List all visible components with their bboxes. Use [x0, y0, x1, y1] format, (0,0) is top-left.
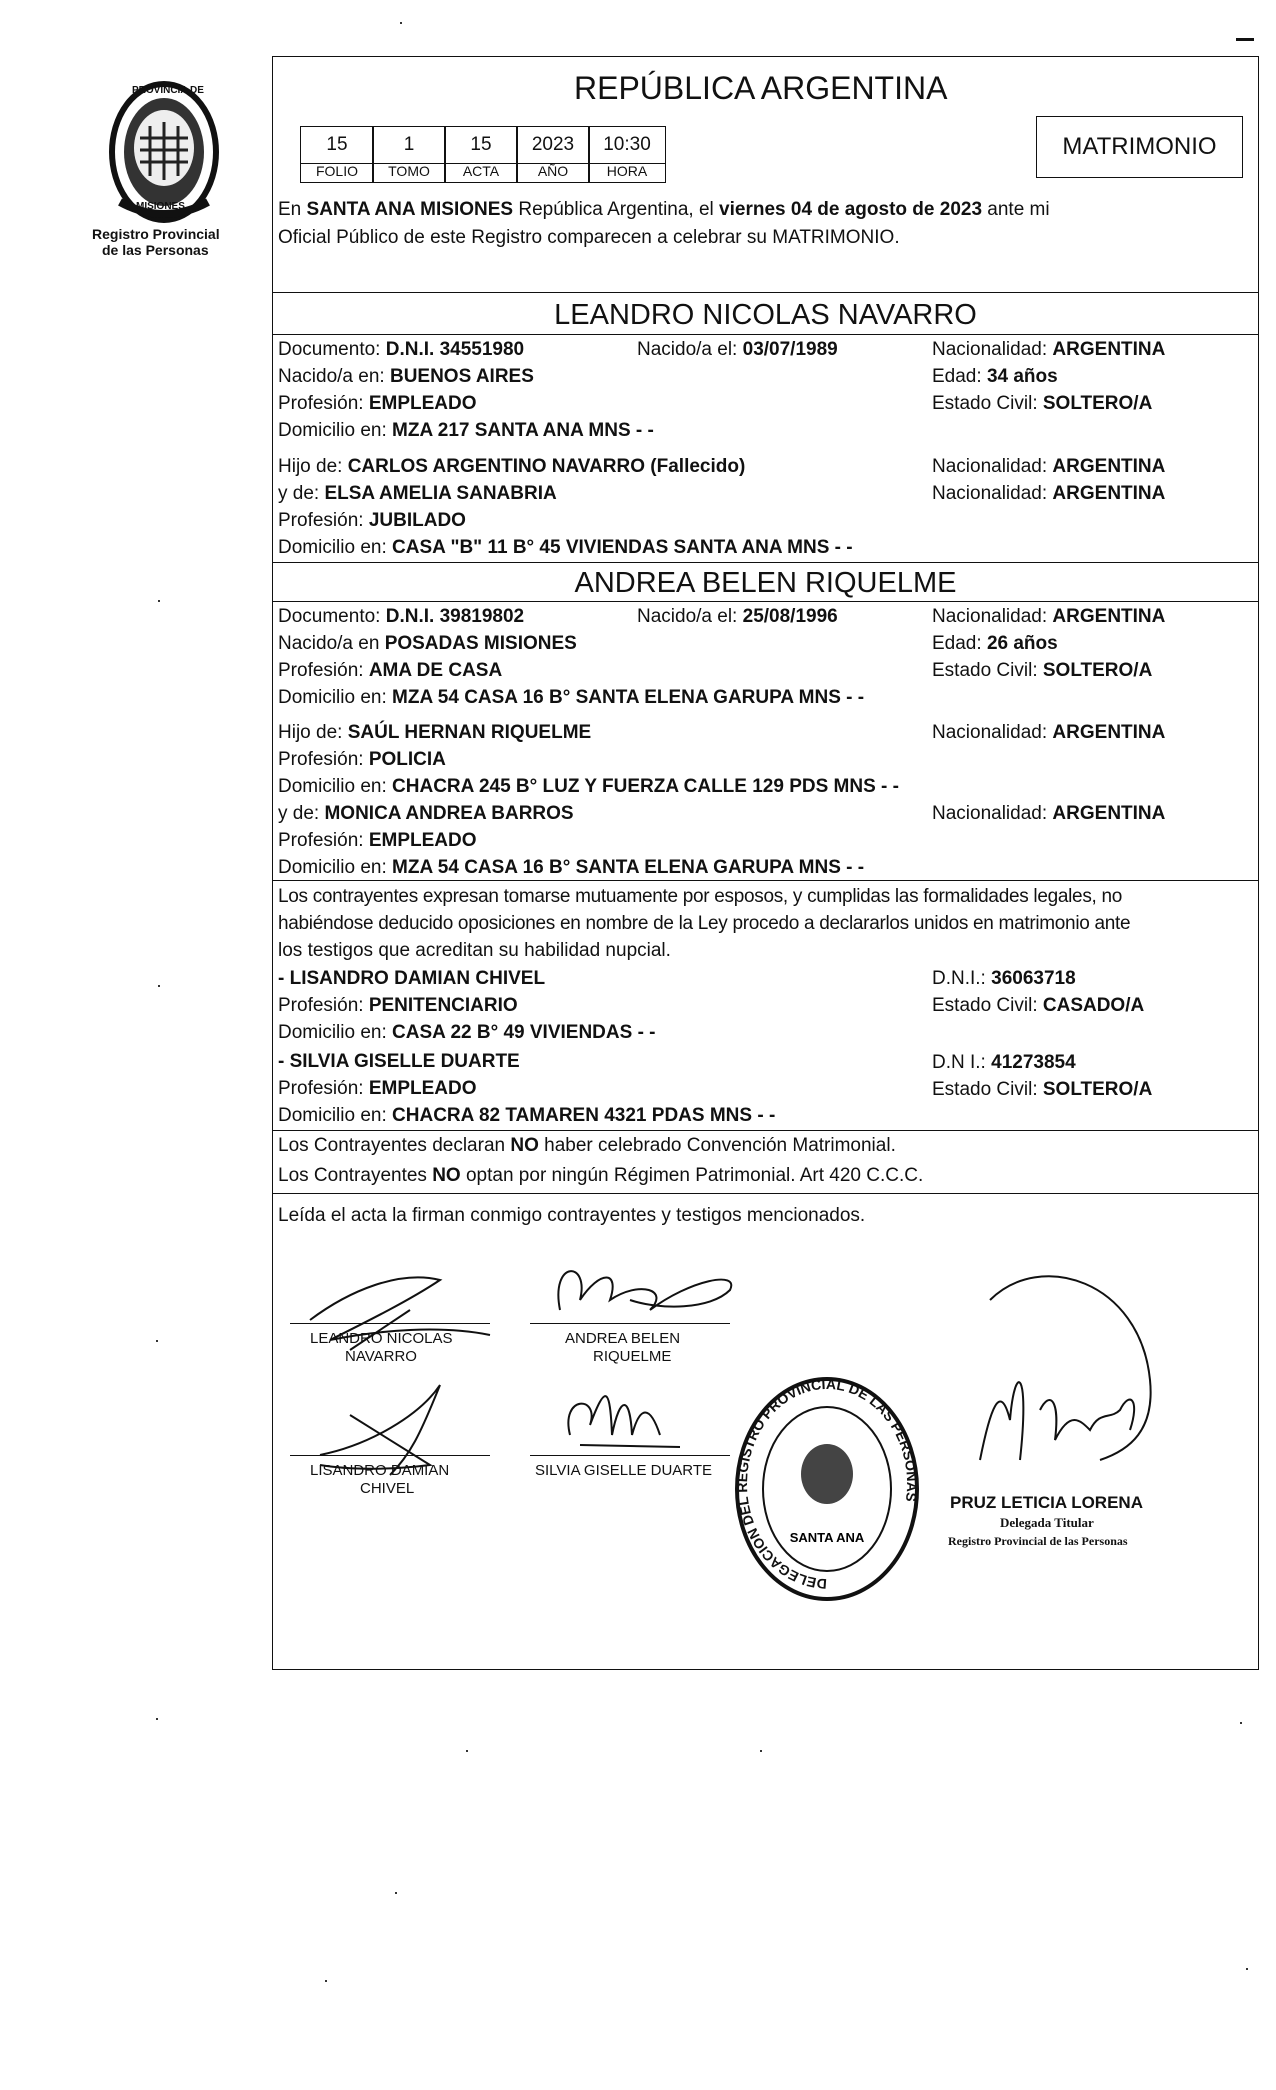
divider-declaration	[272, 880, 1259, 881]
value: POSADAS MISIONES	[384, 633, 577, 654]
hora-value: 10:30	[588, 126, 666, 164]
spouse1-civil	[932, 393, 1152, 415]
label: Nacido/a el:	[637, 339, 743, 360]
label: Domicilio en:	[278, 420, 393, 441]
label: Documento:	[278, 339, 386, 360]
signature-spouse2	[540, 1250, 760, 1340]
spouse2-mother-address	[278, 857, 864, 879]
divider-spouse1	[272, 292, 1259, 293]
emphasis: NO	[510, 1135, 539, 1156]
intro-text-a: En	[278, 199, 307, 220]
text: Los Contrayentes	[278, 1165, 433, 1186]
scan-speck	[760, 1750, 762, 1752]
official-org: Registro Provincial de las Personas	[948, 1534, 1128, 1548]
value: SOLTERO/A	[1042, 660, 1153, 681]
spouse2-age	[932, 633, 1058, 655]
regime-line-2	[278, 1165, 923, 1187]
scan-speck	[156, 1718, 158, 1720]
spouse1-mother	[278, 483, 557, 505]
logo-caption-1: Registro Provincial	[92, 226, 220, 242]
label: Domicilio en:	[278, 776, 393, 797]
label: Estado Civil:	[932, 393, 1043, 414]
hora-label: HORA	[588, 163, 666, 183]
value: 36063718	[991, 968, 1076, 989]
spouse1-birthplace	[278, 366, 534, 388]
label: Profesión:	[278, 393, 369, 414]
label: Nacionalidad:	[932, 606, 1053, 627]
value: CHACRA 245 B° LUZ Y FUERZA CALLE 129 PDS MNS - -	[392, 776, 899, 797]
witness2-civil	[932, 1079, 1152, 1101]
scan-speck	[466, 1750, 468, 1752]
spouse2-mother	[278, 803, 574, 825]
signature-line-4	[530, 1455, 730, 1456]
label: Profesión:	[278, 749, 369, 770]
folio-value: 15	[300, 126, 374, 164]
witness2-profession	[278, 1078, 477, 1100]
declaration-line-1: Los contrayentes expresan tomarse mutuamente por esposos, y cumplidas las formalidades legales, no	[278, 886, 1123, 907]
spouse2-birthplace	[278, 633, 577, 655]
seal-text-top: PROVINCIA DE	[132, 85, 204, 96]
label: D.N.I.:	[932, 968, 992, 989]
spouse2-father	[278, 722, 591, 744]
spouse2-civil	[932, 660, 1152, 682]
signature-line-1	[290, 1323, 490, 1324]
logo-caption-2: de las Personas	[102, 242, 209, 258]
scan-speck	[1240, 1722, 1242, 1724]
label: Nacionalidad:	[932, 722, 1053, 743]
value: PENITENCIARIO	[368, 995, 518, 1016]
value: 03/07/1989	[742, 339, 838, 360]
label: Edad:	[932, 633, 987, 654]
scan-speck	[1246, 1968, 1248, 1970]
label: Profesión:	[278, 1078, 369, 1099]
stamp-ring-text: DELEGACION DEL REGISTRO PROVINCIAL DE LAS PERSONAS	[733, 1375, 921, 1593]
acta-value: 15	[444, 126, 518, 164]
spouse2-name: ANDREA BELEN RIQUELME	[574, 567, 957, 599]
value: EMPLEADO	[368, 830, 477, 851]
spouse1-father-nationality	[932, 456, 1165, 478]
label: Documento:	[278, 606, 386, 627]
spouse2-dob	[637, 606, 838, 628]
value: D.N.I. 39819802	[385, 606, 525, 627]
folio-label: FOLIO	[300, 163, 374, 183]
spouse1-age	[932, 366, 1058, 388]
spouse2-address	[278, 687, 864, 709]
declaration-line-2: habiéndose deducido oposiciones en nombre de la Ley procedo a declararlos unidos en matrimonio ante	[278, 913, 1131, 934]
spouse1-father	[278, 456, 745, 478]
spouse1-parents-profession	[278, 510, 466, 532]
value: MONICA ANDREA BARROS	[324, 803, 574, 824]
divider-spouse2	[272, 562, 1259, 563]
value: SOLTERO/A	[1042, 393, 1153, 414]
witness1-name: - LISANDRO DAMIAN CHIVEL	[278, 968, 546, 989]
signature-line-3	[290, 1455, 490, 1456]
label: Edad:	[932, 366, 987, 387]
label: Nacido/a en:	[278, 366, 390, 387]
value: CASADO/A	[1042, 995, 1145, 1016]
page-title: REPÚBLICA ARGENTINA	[574, 70, 948, 106]
signature-label-3b: CHIVEL	[360, 1480, 415, 1497]
witness1-dni	[932, 968, 1076, 990]
spouse2-mother-profession	[278, 830, 477, 852]
label: Nacido/a el:	[637, 606, 743, 627]
spouse1-dob	[637, 339, 838, 361]
spouse2-father-profession	[278, 749, 446, 771]
label: Profesión:	[278, 660, 369, 681]
witness1-address	[278, 1022, 656, 1044]
value: ARGENTINA	[1052, 803, 1166, 824]
witness2-dni	[932, 1052, 1076, 1074]
signature-label-1b: NAVARRO	[345, 1348, 417, 1365]
intro-text-b: República Argentina, el	[513, 199, 720, 220]
value: ARGENTINA	[1052, 339, 1166, 360]
divider-spouse2-name	[272, 601, 1259, 602]
label: Nacionalidad:	[932, 803, 1053, 824]
spouse1-profession	[278, 393, 477, 415]
label: y de:	[278, 803, 325, 824]
tomo-value: 1	[372, 126, 446, 164]
spouse1-mother-nationality	[932, 483, 1165, 505]
value: CASA "B" 11 B° 45 VIVIENDAS SANTA ANA MNS - -	[392, 537, 853, 558]
scan-speck	[158, 600, 160, 602]
signature-label-1a: LEANDRO NICOLAS	[310, 1330, 453, 1347]
value: SOLTERO/A	[1042, 1079, 1153, 1100]
value: JUBILADO	[368, 510, 466, 531]
label: Estado Civil:	[932, 995, 1043, 1016]
value: ARGENTINA	[1052, 483, 1166, 504]
spouse1-parents-address	[278, 537, 853, 559]
text: Los Contrayentes declaran	[278, 1135, 511, 1156]
label: Estado Civil:	[932, 1079, 1043, 1100]
label: Profesión:	[278, 510, 369, 531]
label: Estado Civil:	[932, 660, 1043, 681]
label: Profesión:	[278, 995, 369, 1016]
divider-regime	[272, 1130, 1259, 1131]
tomo-label: TOMO	[372, 163, 446, 183]
value: POLICIA	[368, 749, 446, 770]
ceremony-date: viernes 04 de agosto de 2023	[719, 199, 983, 220]
value: 26 años	[986, 633, 1058, 654]
scan-speck	[395, 1892, 397, 1894]
signature-witness2	[550, 1375, 710, 1465]
scan-speck	[156, 1340, 158, 1342]
value: 41273854	[991, 1052, 1076, 1073]
label: Domicilio en:	[278, 537, 393, 558]
value: ELSA AMELIA SANABRIA	[324, 483, 557, 504]
signature-line-2	[530, 1323, 730, 1324]
registry-stamp	[732, 1374, 922, 1604]
anio-label: AÑO	[516, 163, 590, 183]
label: Nacionalidad:	[932, 339, 1053, 360]
value: MZA 217 SANTA ANA MNS - -	[392, 420, 654, 441]
witness2-address	[278, 1105, 775, 1127]
value: AMA DE CASA	[368, 660, 503, 681]
seal-text-bottom: MISIONES	[136, 201, 185, 212]
text: haber celebrado Convención Matrimonial.	[538, 1135, 896, 1156]
value: EMPLEADO	[368, 393, 477, 414]
regime-line-1	[278, 1135, 896, 1157]
anio-value: 2023	[516, 126, 590, 164]
acta-label: ACTA	[444, 163, 518, 183]
intro-text-c: ante mi	[982, 199, 1050, 220]
value: ARGENTINA	[1052, 456, 1166, 477]
spouse2-father-nationality	[932, 722, 1165, 744]
witness1-civil	[932, 995, 1144, 1017]
emphasis: NO	[432, 1165, 461, 1186]
value: D.N.I. 34551980	[385, 339, 525, 360]
label: Nacido/a en	[278, 633, 385, 654]
spouse1-document	[278, 339, 524, 361]
spouse2-document	[278, 606, 524, 628]
label: y de:	[278, 483, 325, 504]
divider-closing	[272, 1193, 1259, 1194]
value: SAÚL HERNAN RIQUELME	[347, 722, 592, 743]
ceremony-place: SANTA ANA MISIONES	[306, 199, 514, 220]
value: 25/08/1996	[742, 606, 838, 627]
intro-line-2: Oficial Público de este Registro comparecen a celebrar su MATRIMONIO.	[278, 227, 900, 248]
value: 34 años	[986, 366, 1058, 387]
spouse1-name: LEANDRO NICOLAS NAVARRO	[554, 299, 977, 331]
label: Domicilio en:	[278, 687, 393, 708]
intro-line-1	[278, 199, 1050, 221]
declaration-line-3: los testigos que acreditan su habilidad nupcial.	[278, 940, 671, 961]
label: D.N I.:	[932, 1052, 992, 1073]
witness1-profession	[278, 995, 518, 1017]
label: Domicilio en:	[278, 1022, 393, 1043]
label: Domicilio en:	[278, 857, 393, 878]
signature-label-2b: RIQUELME	[593, 1348, 672, 1365]
label: Nacionalidad:	[932, 483, 1053, 504]
divider-spouse1-name	[272, 334, 1259, 335]
value: MZA 54 CASA 16 B° SANTA ELENA GARUPA MNS - -	[392, 857, 865, 878]
value: MZA 54 CASA 16 B° SANTA ELENA GARUPA MNS - -	[392, 687, 865, 708]
value: BUENOS AIRES	[389, 366, 534, 387]
value: CARLOS ARGENTINO NAVARRO (Fallecido)	[347, 456, 746, 477]
stamp-inner-text: SANTA ANA	[789, 1530, 865, 1545]
signature-official	[960, 1260, 1200, 1500]
spouse1-address	[278, 420, 654, 442]
spouse2-nationality	[932, 606, 1165, 628]
spouse2-profession	[278, 660, 502, 682]
spouse2-father-address	[278, 776, 899, 798]
scan-speck	[400, 22, 402, 24]
official-role: Delegada Titular	[1000, 1515, 1094, 1530]
value: EMPLEADO	[368, 1078, 477, 1099]
spouse2-mother-nationality	[932, 803, 1165, 825]
label: Nacionalidad:	[932, 456, 1053, 477]
closing-text: Leída el acta la firman conmigo contrayentes y testigos mencionados.	[278, 1205, 866, 1226]
official-name: PRUZ LETICIA LORENA	[950, 1493, 1143, 1512]
label: Hijo de:	[278, 456, 348, 477]
signature-label-2a: ANDREA BELEN	[565, 1330, 681, 1347]
label: Hijo de:	[278, 722, 348, 743]
witness2-name: - SILVIA GISELLE DUARTE	[278, 1051, 520, 1072]
label: Domicilio en:	[278, 1105, 393, 1126]
record-type-box: MATRIMONIO	[1036, 116, 1243, 178]
signature-label-3a: LISANDRO DAMIAN	[310, 1462, 450, 1479]
value: ARGENTINA	[1052, 606, 1166, 627]
value: ARGENTINA	[1052, 722, 1166, 743]
text: optan por ningún Régimen Patrimonial. Art 420 C.C.C.	[460, 1165, 924, 1186]
scan-speck	[158, 985, 160, 987]
value: CASA 22 B° 49 VIVIENDAS - -	[392, 1022, 656, 1043]
spouse1-nationality	[932, 339, 1165, 361]
scan-speck	[325, 1980, 327, 1982]
scan-mark-top-right	[1236, 38, 1254, 41]
value: CHACRA 82 TAMAREN 4321 PDAS MNS - -	[392, 1105, 776, 1126]
signature-label-4: SILVIA GISELLE DUARTE	[535, 1462, 713, 1479]
label: Profesión:	[278, 830, 369, 851]
